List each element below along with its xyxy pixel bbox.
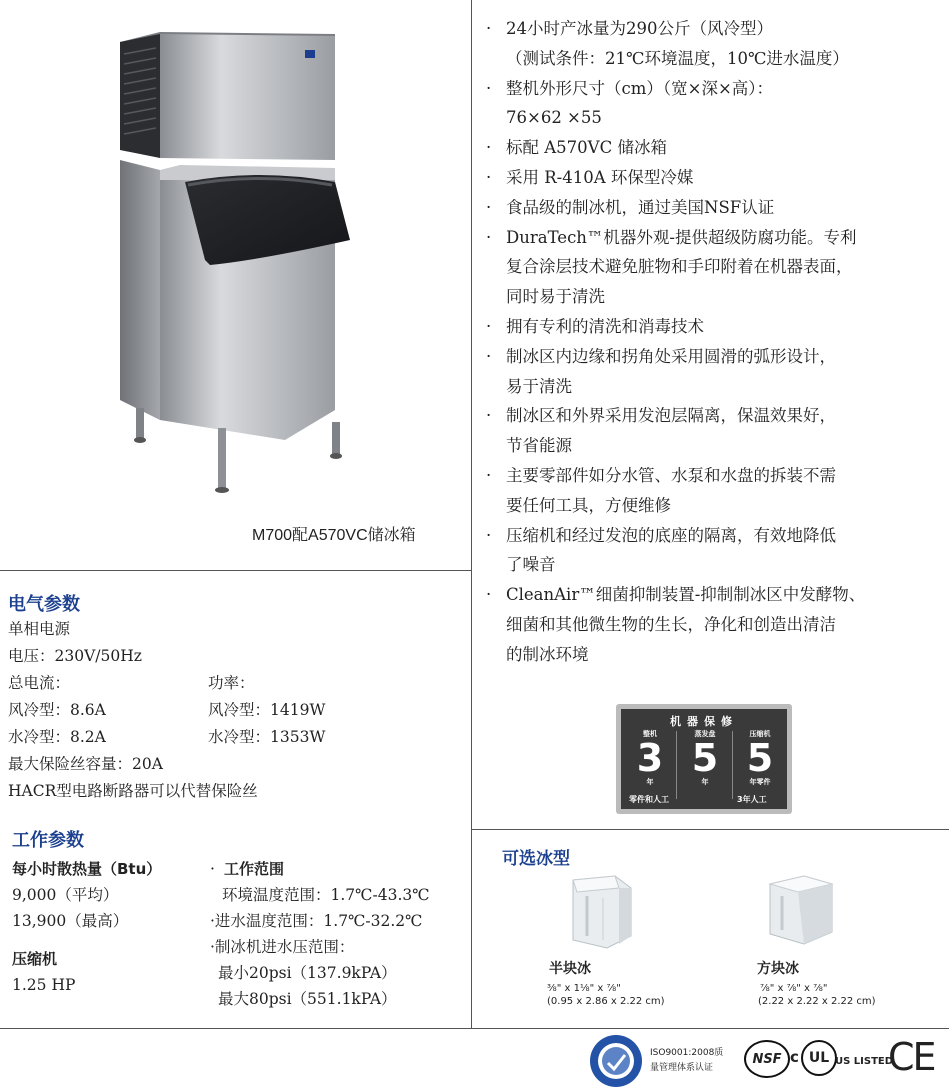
ice-title: 可选冰型 [502, 849, 570, 869]
feature-bullet: · [486, 138, 492, 158]
electrical-current-label: 总电流： [8, 674, 71, 692]
feature-item [486, 342, 946, 402]
warranty-badge [616, 704, 792, 814]
warranty-title: 机器保修 [670, 715, 738, 728]
half-cube-dim-inch: ⅜" x 1⅛" x ⅞" [547, 983, 621, 994]
warranty-col-2 [678, 729, 732, 795]
electrical-voltage: 电压：230V/50Hz [8, 647, 142, 665]
feature-line: 整机外形尺寸（cm）（宽×深×高）： [506, 78, 774, 98]
work-compressor-value: 1.25 HP [12, 976, 76, 994]
feature-bullet: · [486, 406, 492, 426]
feature-item [486, 401, 946, 461]
electrical-water-power: 水冷型：1353W [208, 728, 326, 746]
features-list [486, 14, 946, 670]
half-cube-dim-cm: (0.95 x 2.86 x 2.22 cm) [547, 996, 665, 1007]
electrical-air-power: 风冷型：1419W [208, 701, 326, 719]
feature-text [506, 133, 946, 163]
feature-text [506, 74, 946, 134]
work-pressure-label: ·制冰机进水压范围： [210, 938, 355, 956]
half-cube-ice-image [563, 874, 639, 952]
half-cube-name: 半块冰 [549, 961, 591, 977]
feature-text [506, 14, 946, 74]
feature-line: 压缩机和经过发泡的底座的隔离，有效地降低 [506, 525, 836, 545]
warranty-col3-number: 5 [746, 736, 774, 780]
iso-certification-logo [588, 1033, 644, 1089]
work-compressor-label: 压缩机 [12, 950, 58, 968]
feature-bullet: · [486, 19, 492, 38]
feature-line: 24小时产冰量为290公斤（风冷型） [506, 19, 773, 38]
product-caption: M700配A570VC储冰箱 [252, 527, 416, 544]
feature-text [506, 223, 946, 312]
feature-item [486, 312, 946, 342]
electrical-air-current: 风冷型：8.6A [8, 701, 106, 719]
work-title: 工作参数 [12, 830, 84, 851]
feature-line: 的制冰环境 [506, 644, 589, 664]
nsf-logo: NSF [744, 1040, 790, 1078]
feature-line: 同时易于清洗 [506, 287, 605, 307]
feature-line: 标配 A570VC 储冰箱 [506, 138, 667, 158]
feature-text [506, 461, 946, 521]
warranty-col1-label: 整机 [643, 730, 657, 738]
electrical-hacr: HACR型电路断路器可以代替保险丝 [8, 782, 258, 800]
feature-item [486, 461, 946, 521]
feature-item [486, 223, 946, 312]
vertical-divider [471, 0, 472, 1028]
feature-text [506, 312, 946, 342]
ul-logo: UL [801, 1040, 837, 1076]
right-horizontal-divider [471, 829, 949, 830]
warranty-col3-label: 压缩机 [749, 730, 771, 738]
feature-line: 制冰区内边缘和拐角处采用圆滑的弧形设计， [506, 346, 836, 366]
work-range-bullet: · [210, 860, 215, 878]
work-heat-max: 13,900（最高） [12, 912, 129, 930]
work-pressure-min: 最小20psi（137.9kPA） [218, 964, 397, 982]
warranty-col-1 [623, 729, 677, 795]
electrical-water-current: 水冷型：8.2A [8, 728, 106, 746]
feature-bullet: · [486, 78, 492, 98]
warranty-col2-number: 5 [691, 736, 719, 780]
feature-bullet: · [486, 585, 492, 605]
feature-item [486, 580, 946, 669]
warranty-col2-label: 蒸发盘 [694, 730, 716, 738]
iso-text-line-2: 量管理体系认证 [650, 1063, 714, 1073]
feature-item [486, 163, 946, 193]
feature-bullet: · [486, 197, 492, 217]
work-water-temp: ·进水温度范围：1.7℃-32.2℃ [210, 912, 423, 930]
work-ambient: 环境温度范围：1.7℃-43.3℃ [222, 886, 430, 904]
feature-bullet: · [486, 227, 492, 247]
feature-line: 制冰区和外界采用发泡层隔离，保温效果好， [506, 406, 836, 426]
full-cube-dim-inch: ⅞" x ⅞" x ⅞" [760, 983, 828, 994]
electrical-phase: 单相电源 [8, 620, 71, 638]
warranty-foot-right: 3年人工 [737, 795, 767, 804]
feature-line: 76×62 ×55 [506, 108, 602, 128]
feature-line: 主要零部件如分水管、水泵和水盘的拆装不需 [506, 465, 836, 485]
feature-bullet: · [486, 525, 492, 545]
electrical-fuse: 最大保险丝容量：20A [8, 755, 163, 773]
feature-text [506, 521, 946, 581]
work-pressure-max: 最大80psi（551.1kPA） [218, 990, 397, 1008]
feature-bullet: · [486, 316, 492, 336]
feature-text [506, 193, 946, 223]
warranty-col1-number: 3 [636, 736, 664, 780]
feature-bullet: · [486, 167, 492, 187]
feature-line: 拥有专利的清洗和消毒技术 [506, 316, 704, 336]
feature-line: 了噪音 [506, 555, 556, 575]
electrical-title: 电气参数 [8, 594, 80, 615]
feature-text [506, 163, 946, 193]
full-cube-dim-cm: (2.22 x 2.22 x 2.22 cm) [758, 996, 876, 1007]
feature-line: 食品级的制冰机，通过美国NSF认证 [506, 197, 775, 217]
ul-c-mark: c [790, 1048, 799, 1066]
feature-line: 易于清洗 [506, 376, 572, 396]
full-cube-ice-image [764, 872, 836, 948]
warranty-col2-unit: 年 [701, 778, 709, 786]
warranty-col-3 [733, 729, 787, 795]
feature-text [506, 580, 946, 669]
left-horizontal-divider [0, 570, 471, 571]
feature-line: 复合涂层技术避免脏物和手印附着在机器表面， [506, 257, 853, 277]
feature-item [486, 74, 946, 134]
work-range-label: 工作范围 [224, 860, 285, 878]
warranty-col3-unit: 年零件 [749, 778, 771, 786]
feature-item [486, 14, 946, 74]
ice-machine-image [110, 30, 370, 500]
feature-text [506, 401, 946, 461]
feature-line: 要任何工具，方便维修 [506, 495, 671, 515]
feature-line: （测试条件：21℃环境温度，10℃进水温度） [506, 48, 849, 68]
feature-item [486, 521, 946, 581]
ul-us-listed: US LISTED [835, 1056, 894, 1067]
feature-item [486, 133, 946, 163]
feature-line: CleanAir™细菌抑制装置-抑制制冰区中发酵物、 [506, 585, 866, 605]
full-cube-name: 方块冰 [757, 961, 799, 977]
iso-text-line-1: ISO9001:2008质 [650, 1048, 724, 1058]
work-heat-avg: 9,000（平均） [12, 886, 119, 904]
feature-line: 节省能源 [506, 436, 572, 456]
electrical-power-label: 功率： [208, 674, 255, 692]
feature-line: 细菌和其他微生物的生长，净化和创造出清洁 [506, 614, 836, 634]
feature-bullet: · [486, 465, 492, 485]
warranty-separator [676, 731, 677, 799]
work-heat-label: 每小时散热量（Btu） [12, 860, 162, 878]
warranty-col1-unit: 年 [646, 778, 654, 786]
feature-line: 采用 R-410A 环保型冷媒 [506, 167, 694, 187]
feature-bullet: · [486, 346, 492, 366]
feature-item [486, 193, 946, 223]
warranty-foot-left: 零件和人工 [629, 795, 669, 804]
feature-text [506, 342, 946, 402]
footer-divider [0, 1028, 949, 1029]
feature-line: DuraTech™机器外观-提供超级防腐功能。专利 [506, 227, 857, 247]
ce-logo: CE [888, 1035, 935, 1079]
